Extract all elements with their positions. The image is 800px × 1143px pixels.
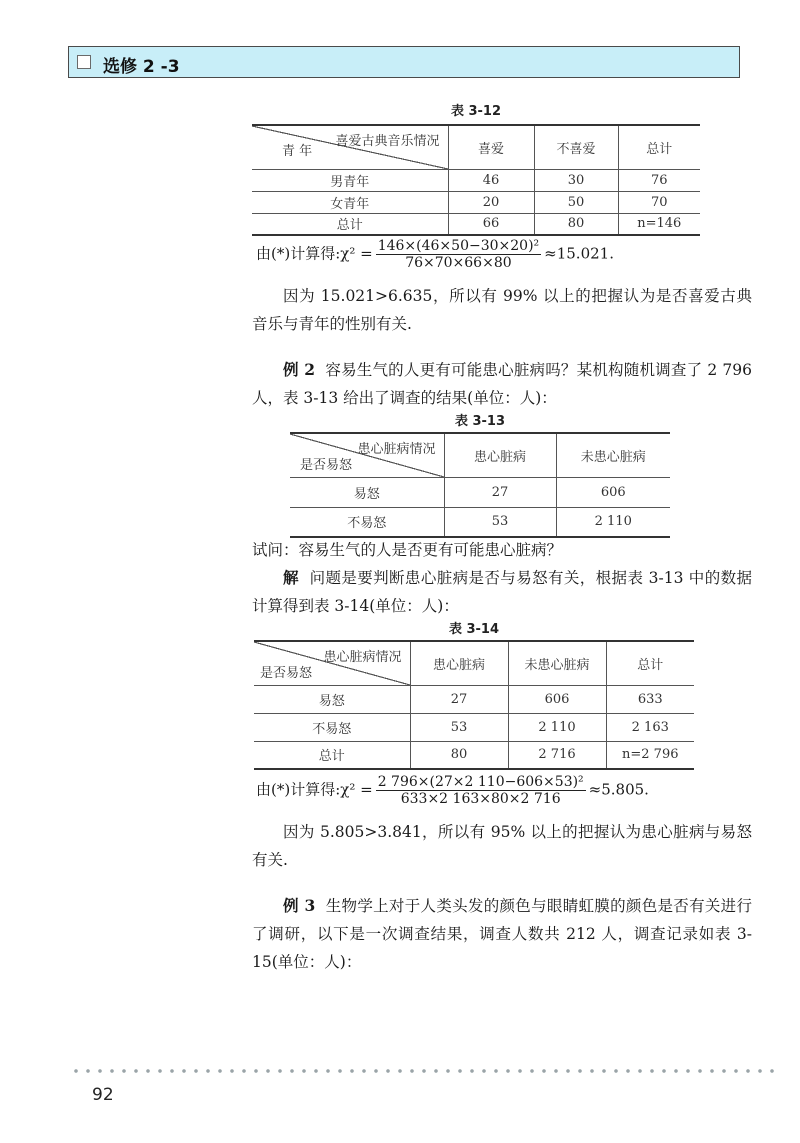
example-2-label: 例 2 <box>283 360 316 379</box>
chi-square-formula-1 <box>256 238 614 271</box>
corner-row-label: 青 年 <box>282 143 313 159</box>
table-cell: 66 <box>448 213 534 235</box>
table-cell: 76 <box>618 169 700 191</box>
formula-result: ≈5.805. <box>588 780 649 799</box>
corner-column-label: 患心脏病情况 <box>323 650 402 665</box>
chi-square-formula-2 <box>256 774 649 807</box>
table-3-14 <box>254 640 694 770</box>
table-row <box>290 477 670 507</box>
table-cell: 606 <box>508 685 606 713</box>
column-header: 患心脏病 <box>444 433 556 477</box>
question-line: 试问：容易生气的人是否更有可能患心脏病？ <box>252 541 563 559</box>
formula-numerator: 2 796×(27×2 110−606×53)² <box>377 774 584 790</box>
row-label: 总计 <box>252 213 448 235</box>
table-cell: 633 <box>606 685 694 713</box>
header-square-icon <box>77 55 91 69</box>
table-3-14-caption: 表 3-14 <box>448 622 500 637</box>
example-2-paragraph <box>252 356 752 412</box>
table-header-corner <box>290 433 444 477</box>
row-label: 女青年 <box>252 191 448 213</box>
table-cell: 50 <box>534 191 618 213</box>
formula-prefix: 由(*)计算得:χ² = <box>256 780 373 799</box>
corner-column-label: 患心脏病情况 <box>357 442 436 457</box>
solution-paragraph <box>252 564 752 620</box>
table-3-12-caption: 表 3-12 <box>450 104 502 119</box>
table-cell: 2 110 <box>556 507 670 537</box>
row-label: 总计 <box>254 741 410 769</box>
conclusion-paragraph-1: 因为 15.021>6.635，所以有 99% 以上的把握认为是否喜爱古典音乐与青年的性别有关. <box>252 287 752 333</box>
table-cell: n=146 <box>618 213 700 235</box>
solution-text: 问题是要判断患心脏病是否与易怒有关，根据表 3-13 中的数据计算得到表 3-14(单位：人)： <box>252 569 752 615</box>
section-header-bar <box>68 46 740 78</box>
table-3-13-caption: 表 3-13 <box>454 414 506 429</box>
table-3-12 <box>252 124 700 236</box>
solution-label: 解 <box>283 568 299 587</box>
table-row <box>254 713 694 741</box>
table-row <box>252 169 700 191</box>
table-cell: 70 <box>618 191 700 213</box>
column-header: 总计 <box>606 641 694 685</box>
table-cell: 53 <box>410 713 508 741</box>
table-row <box>252 191 700 213</box>
table-header-corner <box>252 125 448 169</box>
footer-dotted-divider <box>70 1068 780 1074</box>
row-label: 男青年 <box>252 169 448 191</box>
corner-column-label: 喜爱古典音乐情况 <box>335 134 440 149</box>
table-cell: 80 <box>410 741 508 769</box>
formula-denominator: 76×70×66×80 <box>405 255 512 271</box>
row-label: 易怒 <box>290 477 444 507</box>
column-header: 不喜爱 <box>534 125 618 169</box>
table-cell: 2 163 <box>606 713 694 741</box>
column-header: 喜爱 <box>448 125 534 169</box>
table-cell: 46 <box>448 169 534 191</box>
table-3-13 <box>290 432 670 538</box>
table-cell: 606 <box>556 477 670 507</box>
table-cell: 80 <box>534 213 618 235</box>
table-cell: 27 <box>444 477 556 507</box>
corner-row-label: 是否易怒 <box>260 665 313 681</box>
row-label: 易怒 <box>254 685 410 713</box>
corner-row-label: 是否易怒 <box>300 457 353 473</box>
table-row <box>252 213 700 235</box>
example-2-text: 容易生气的人更有可能患心脏病吗？某机构随机调查了 2 796 人，表 3-13 给出了调查的结果(单位：人)： <box>252 361 752 407</box>
table-header-corner <box>254 641 410 685</box>
example-3-paragraph <box>252 892 752 976</box>
column-header: 患心脏病 <box>410 641 508 685</box>
column-header: 未患心脏病 <box>508 641 606 685</box>
row-label: 不易怒 <box>254 713 410 741</box>
table-row <box>254 685 694 713</box>
table-cell: 30 <box>534 169 618 191</box>
table-cell: 20 <box>448 191 534 213</box>
example-3-text: 生物学上对于人类头发的颜色与眼睛虹膜的颜色是否有关进行了调研，以下是一次调查结果，调查人数共 212 人，调查记录如表 3-15(单位：人)： <box>252 897 752 971</box>
example-3-label: 例 3 <box>283 896 316 915</box>
table-cell: 2 110 <box>508 713 606 741</box>
table-cell: 53 <box>444 507 556 537</box>
table-cell: n=2 796 <box>606 741 694 769</box>
section-title: 选修 2 -3 <box>103 57 180 77</box>
table-row <box>290 507 670 537</box>
page-number: 92 <box>92 1085 114 1105</box>
row-label: 不易怒 <box>290 507 444 537</box>
conclusion-paragraph-2: 因为 5.805>3.841，所以有 95% 以上的把握认为患心脏病与易怒有关. <box>252 823 752 869</box>
formula-numerator: 146×(46×50−30×20)² <box>377 238 540 254</box>
column-header: 总计 <box>618 125 700 169</box>
column-header: 未患心脏病 <box>556 433 670 477</box>
formula-fraction <box>376 774 586 807</box>
formula-fraction <box>376 238 541 271</box>
formula-denominator: 633×2 163×80×2 716 <box>400 791 561 807</box>
table-cell: 27 <box>410 685 508 713</box>
formula-prefix: 由(*)计算得:χ² = <box>256 244 373 263</box>
table-row <box>254 741 694 769</box>
table-cell: 2 716 <box>508 741 606 769</box>
formula-result: ≈15.021. <box>544 244 614 263</box>
